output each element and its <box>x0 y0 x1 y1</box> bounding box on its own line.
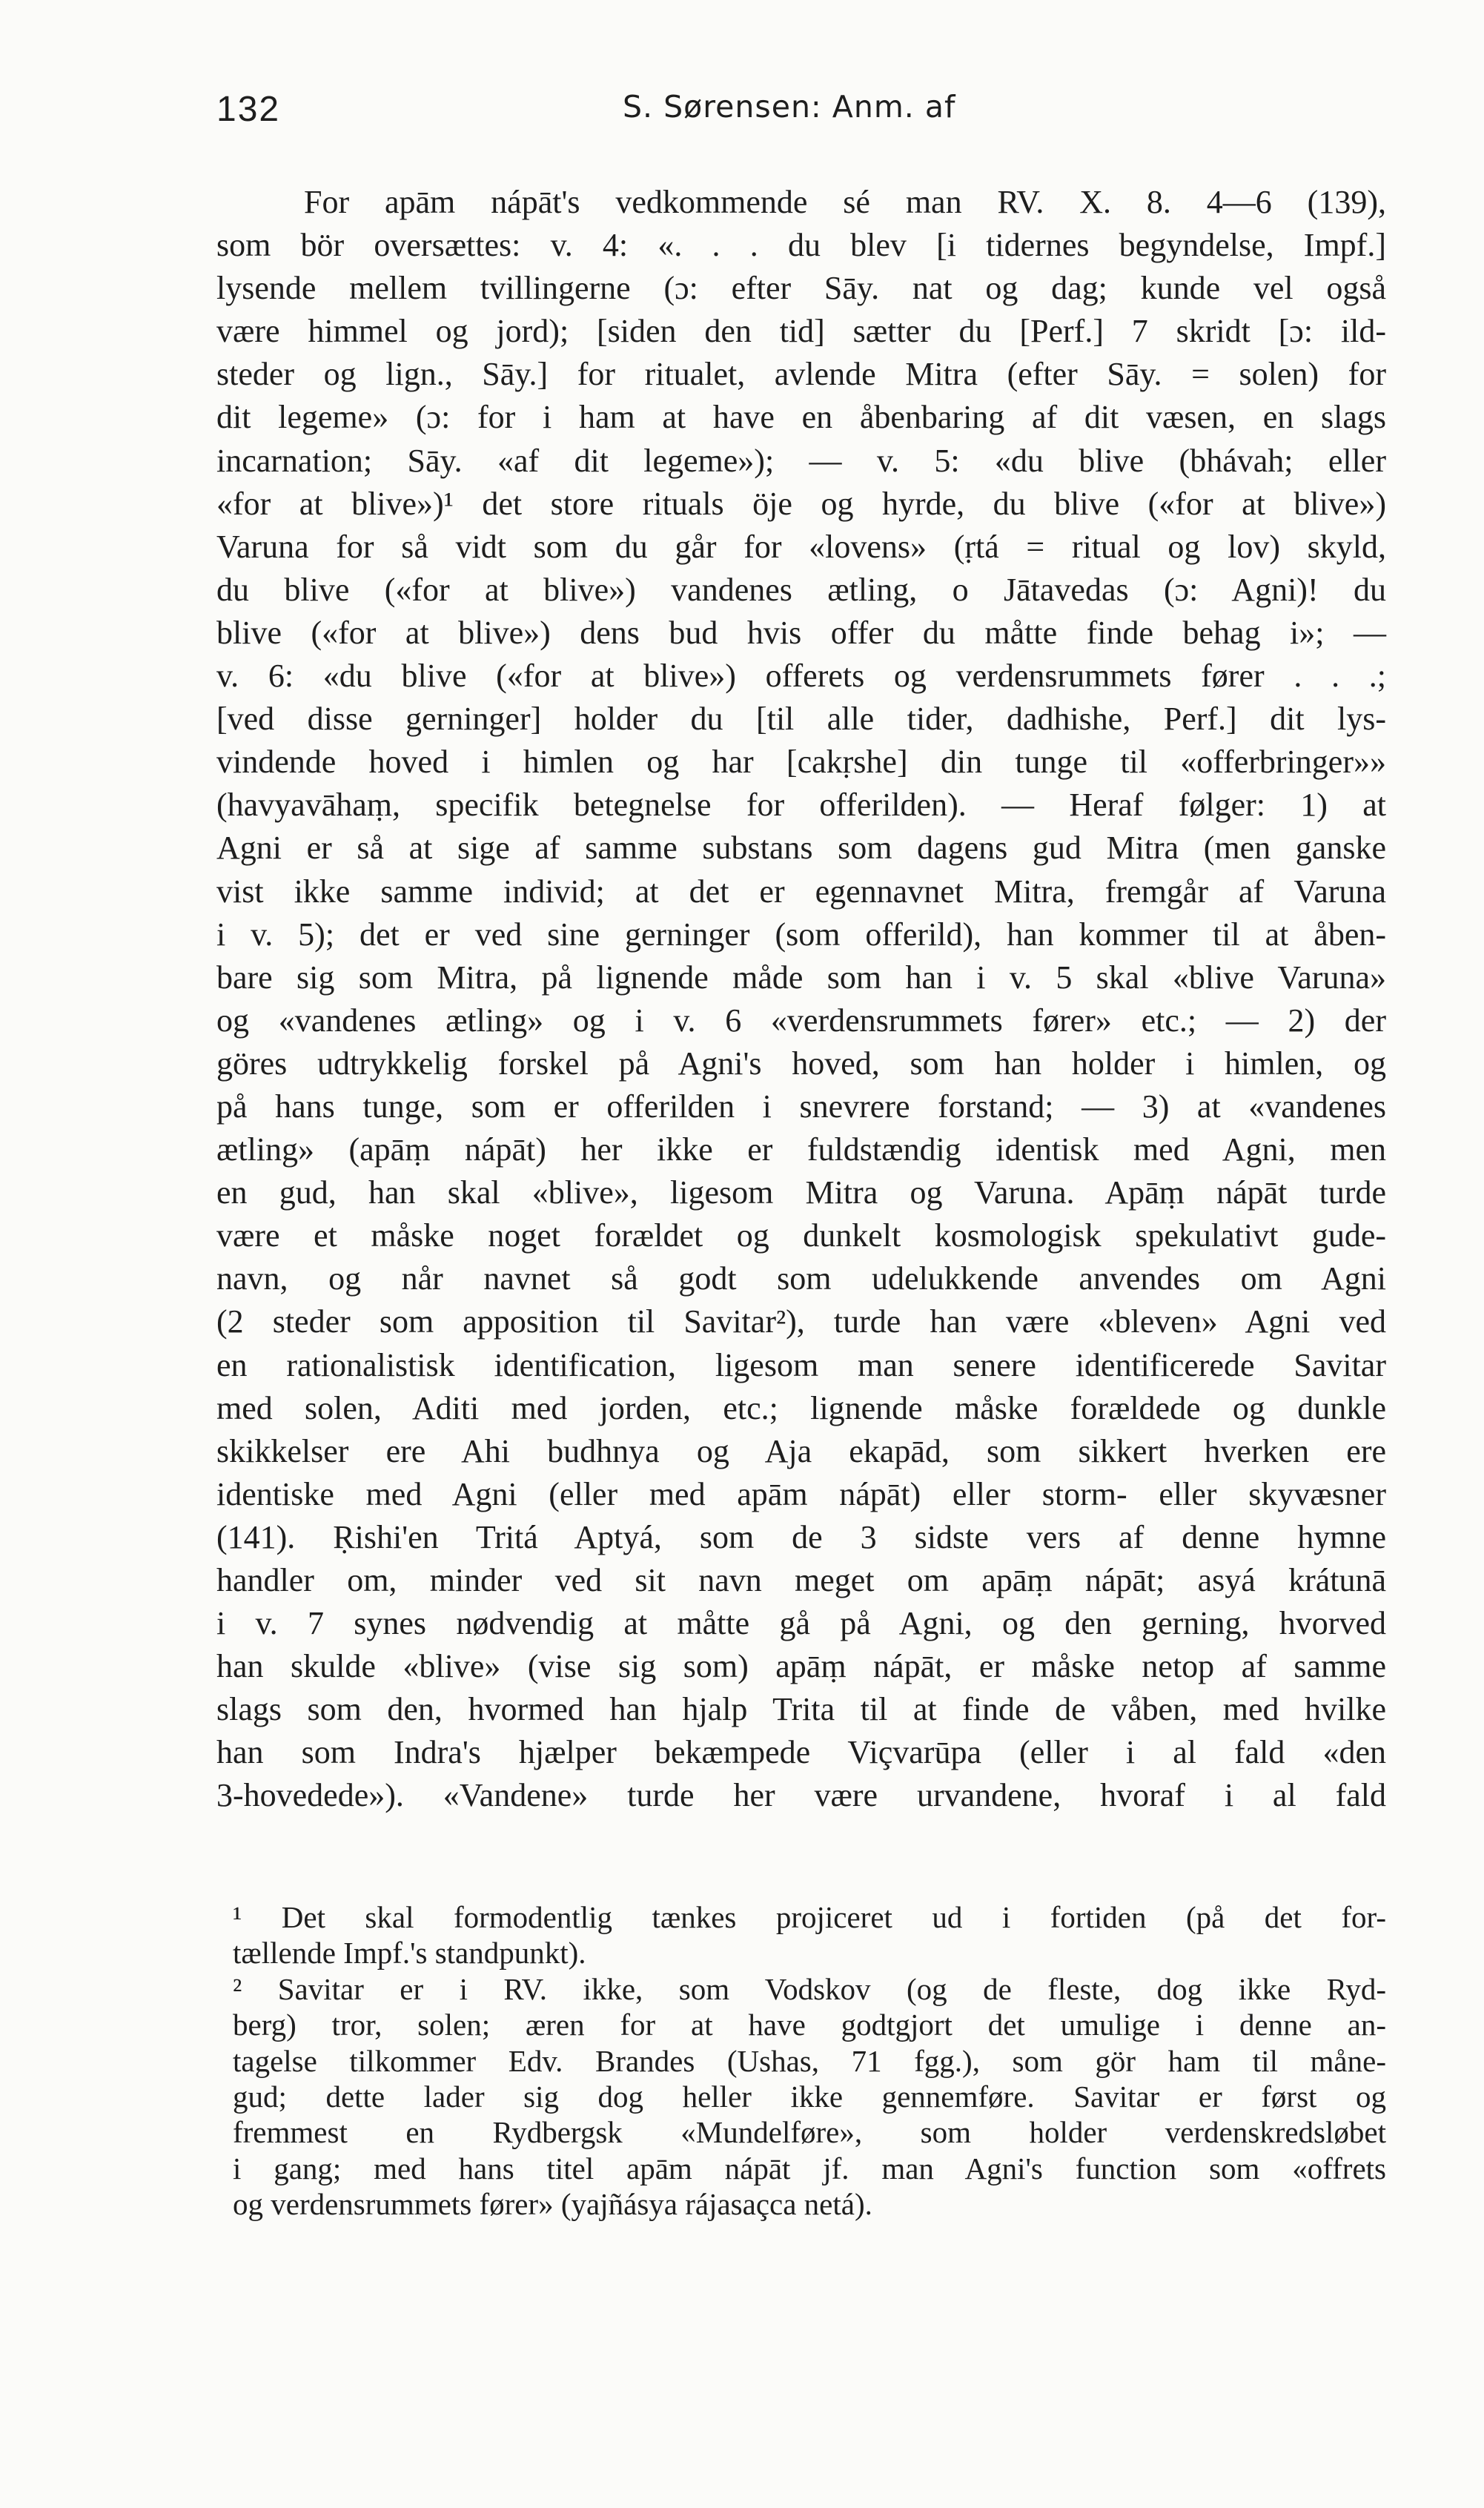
footnote-line: og verdensrummets fører» (yajñásya rájasaçca netá). <box>233 2187 872 2222</box>
text-line: skikkelser ere Ahi budhnya og Aja ekapād, som sikkert hverken ere <box>216 1432 1386 1469</box>
text-line: blive («for at blive») dens bud hvis offer du måtte finde behag i»; — <box>216 614 1386 651</box>
text-line: (141). Ṛishi'en Tritá Aptyá, som de 3 sidste vers af denne hymne <box>216 1518 1386 1555</box>
page-header <box>216 89 1388 141</box>
text-line: göres udtrykkelig forskel på Agni's hoved, som han holder i himlen, og <box>216 1045 1386 1082</box>
text-line: incarnation; Sāy. «af dit legeme»); — v. 5: «du blive (bhávah; eller <box>216 442 1386 479</box>
text-line: en gud, han skal «blive», ligesom Mitra og Varuna. Apāṃ nápāt turde <box>216 1174 1386 1211</box>
text-line: For apām nápāt's vedkommende sé man RV. X. 8. 4—6 (139), <box>304 184 1386 220</box>
text-line: en rationalistisk identification, ligesom man senere identificerede Savitar <box>216 1346 1386 1383</box>
text-line: handler om, minder ved sit navn meget om apāṃ nápāt; asyá krátunā <box>216 1562 1386 1598</box>
footnote-line: ¹ Det skal formodentlig tænkes projiceret ud i fortiden (på det for- <box>233 1900 1386 1934</box>
text-line: på hans tunge, som er offerilden i snevrere forstand; — 3) at «vandenes <box>216 1088 1386 1125</box>
footnotes <box>233 1899 1386 2223</box>
text-line: han skulde «blive» (vise sig som) apāṃ nápāt, er måske netop af samme <box>216 1648 1386 1685</box>
footnote-line: ² Savitar er i RV. ikke, som Vodskov (og de fleste, dog ikke Ryd- <box>233 1971 1386 2006</box>
footnote-line: fremmest en Rydbergsk «Mundelføre», som holder verdenskredsløbet <box>233 2115 1386 2150</box>
footnote-line: berg) tror, solen; æren for at have godtgjort det umulige i denne an- <box>233 2008 1386 2042</box>
text-line: bare sig som Mitra, på lignende måde som han i v. 5 skal «blive Varuna» <box>216 959 1386 996</box>
text-line: (havyavāhaṃ, specifik betegnelse for offerilden). — Heraf følger: 1) at <box>216 787 1386 824</box>
text-line: dit legeme» (ɔ: for i ham at have en åbenbaring af dit væsen, en slags <box>216 399 1386 436</box>
text-line: du blive («for at blive») vandenes ætling, o Jātavedas (ɔ: Agni)! du <box>216 571 1386 608</box>
text-line: ætling» (apāṃ nápāt) her ikke er fuldstændig identisk med Agni, men <box>216 1131 1386 1168</box>
text-line: med solen, Aditi med jorden, etc.; lignende måske forældede og dunkle <box>216 1389 1386 1426</box>
text-line: identiske med Agni (eller med apām nápāt) eller storm- eller skyvæsner <box>216 1475 1386 1512</box>
text-line: i v. 5); det er ved sine gerninger (som offerild), han kommer til at åben- <box>216 916 1386 953</box>
text-line: være et måske noget forældet og dunkelt kosmologisk spekulativt gude- <box>216 1217 1386 1254</box>
text-line: [ved disse gerninger] holder du [til alle tider, dadhishe, Perf.] dit lys- <box>216 701 1386 738</box>
main-text <box>216 181 1386 1818</box>
footnote-line: i gang; med hans titel apām nápāt jf. man Agni's function som «offrets <box>233 2151 1386 2186</box>
text-line: lysende mellem tvillingerne (ɔ: efter Sāy. nat og dag; kunde vel også <box>216 270 1386 307</box>
text-line: Agni er så at sige af samme substans som dagens gud Mitra (men ganske <box>216 830 1386 867</box>
text-line: navn, og når navnet så godt som udelukkende anvendes om Agni <box>216 1260 1386 1297</box>
page-number: 132 <box>216 90 281 129</box>
footnote-line: gud; dette lader sig dog heller ikke gennemføre. Savitar er først og <box>233 2079 1386 2114</box>
text-line: steder og lign., Sāy.] for ritualet, avlende Mitra (efter Sāy. = solen) for <box>216 356 1386 393</box>
footnote-line: tællende Impf.'s standpunkt). <box>233 1936 586 1971</box>
footnote-line: tagelse tilkommer Edv. Brandes (Ushas, 71 fgg.), som gör ham til måne- <box>233 2043 1386 2078</box>
running-head: S. Sørensen: Anm. af <box>623 89 956 125</box>
text-line: slags som den, hvormed han hjalp Trita til at finde de våben, med hvilke <box>216 1691 1386 1728</box>
text-line: vist ikke samme individ; at det er egennavnet Mitra, fremgår af Varuna <box>216 873 1386 910</box>
text-line: og «vandenes ætling» og i v. 6 «verdensrummets fører» etc.; — 2) der <box>216 1002 1386 1039</box>
text-line: v. 6: «du blive («for at blive») offerets og verdensrummets fører . . .; <box>216 658 1386 695</box>
text-line: i v. 7 synes nødvendig at måtte gå på Agni, og den gerning, hvorved <box>216 1605 1386 1642</box>
text-line: (2 steder som apposition til Savitar²), turde han være «bleven» Agni ved <box>216 1303 1386 1340</box>
text-line: 3-hovedede»). «Vandene» turde her være urvandene, hvoraf i al fald <box>216 1777 1386 1814</box>
text-line: som bör oversættes: v. 4: «. . . du blev [i tidernes begyndelse, Impf.] <box>216 227 1386 264</box>
text-line: «for at blive»)¹ det store rituals öje og hyrde, du blive («for at blive») <box>216 485 1386 522</box>
text-line: være himmel og jord); [siden den tid] sætter du [Perf.] 7 skridt [ɔ: ild- <box>216 313 1386 350</box>
text-line: han som Indra's hjælper bekæmpede Viçvarūpa (eller i al fald «den <box>216 1734 1386 1771</box>
text-line: vindende hoved i himlen og har [cakṛshe] din tunge til «offerbringer»» <box>216 744 1386 781</box>
text-line: Varuna for så vidt som du går for «lovens» (ṛtá = ritual og lov) skyld, <box>216 528 1386 565</box>
